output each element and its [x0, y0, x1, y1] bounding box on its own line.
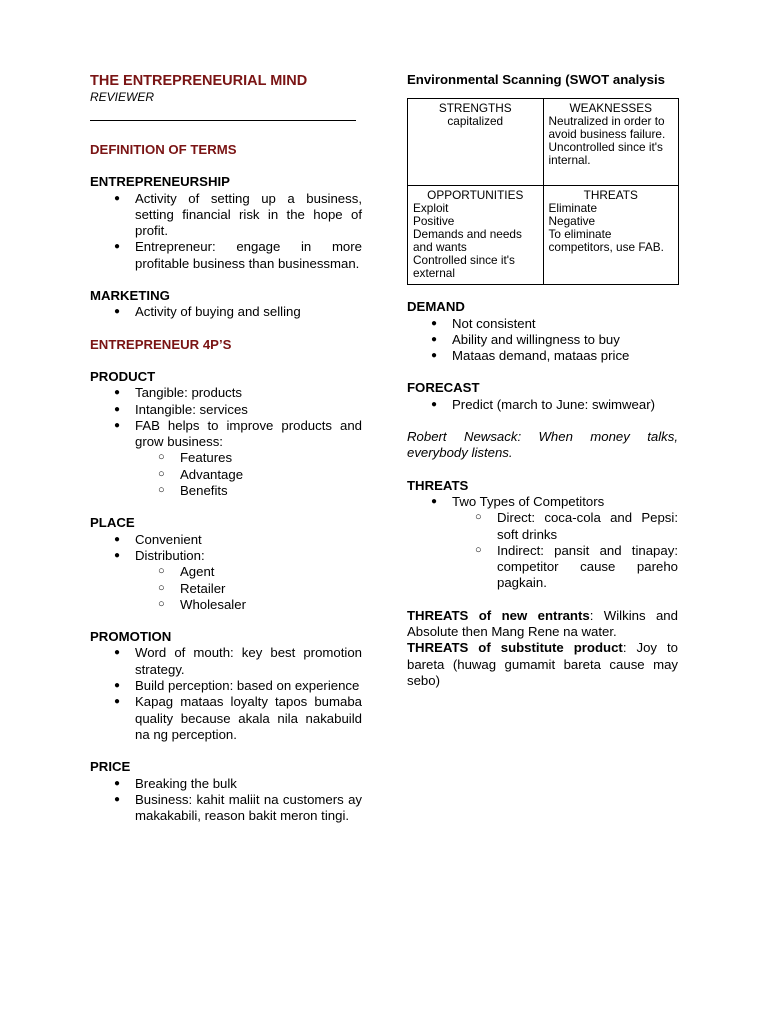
new-entrants-label: THREATS of new entrants [407, 607, 590, 623]
list-item: ● Breaking the bulk [114, 775, 237, 791]
document-title: THE ENTREPRENEURIAL MIND [90, 73, 308, 89]
distribution-sublist [135, 564, 362, 613]
substitute-text: : Joy to bareta (huwag gumamit bareta cause may sebo) [407, 640, 679, 688]
new-entrants-paragraph [407, 608, 678, 641]
weaknesses-title: WEAKNESSES [569, 101, 653, 116]
bullet-icon: ● [114, 192, 121, 204]
title-divider [90, 120, 356, 121]
promotion-list [90, 645, 362, 743]
circle-bullet-icon: ○ [158, 581, 165, 594]
marketing-heading: MARKETING [90, 288, 170, 304]
circle-bullet-icon: ○ [158, 565, 165, 578]
bullet-icon: ● [114, 241, 121, 253]
circle-bullet-icon: ○ [475, 511, 482, 524]
sub-list-item: ○ Indirect: pansit and tinapay: competitor cause pareho pagkain. [475, 542, 678, 591]
price-heading: PRICE [90, 759, 131, 775]
entrepreneurship-list [90, 191, 362, 272]
marketing-list [90, 304, 362, 320]
list-item: ● Intangible: services [114, 401, 248, 417]
substitute-paragraph [407, 640, 678, 689]
strengths-title: STRENGTHS [438, 101, 512, 116]
bullet-icon: ● [114, 387, 121, 399]
bullet-icon: ● [431, 350, 438, 362]
opportunities-text: Exploit Positive Demands and needs and wants Controlled since it's external [413, 201, 522, 280]
list-item: ● Activity of setting up a business, setting financial risk in the hope of profit. [114, 190, 362, 239]
bullet-icon: ● [431, 398, 438, 410]
list-item: ● Kapag mataas loyalty tapos bumaba quality because akala nila nakabuild na ng perception. [114, 694, 362, 742]
threats-title: THREATS [583, 188, 638, 203]
bullet-icon: ● [114, 793, 121, 805]
right-column [407, 72, 678, 689]
entrepreneur-4ps-heading: ENTREPRENEUR 4P’S [90, 336, 232, 352]
list-item: ● Mataas demand, mataas price [431, 348, 630, 364]
sub-list-item: ○ Retailer [158, 580, 226, 596]
quote: Robert Newsack: When money talks, everybody listens. [407, 429, 678, 461]
threats-list [407, 494, 678, 592]
list-item: ● Not consistent [431, 315, 536, 331]
competitors-sublist [452, 510, 678, 591]
sub-list-item: ○ Advantage [158, 466, 244, 482]
strengths-text: capitalized [447, 114, 504, 129]
bullet-icon: ● [431, 495, 438, 507]
list-item: ● Convenient [114, 531, 202, 547]
list-item: ● Activity of buying and selling [114, 304, 301, 320]
bullet-icon: ● [431, 333, 438, 345]
bullet-icon: ● [114, 306, 121, 318]
list-item: ● Distribution: ○ Agent ○ Retailer ○ Wholesaler [90, 548, 362, 613]
swot-table [407, 98, 679, 285]
left-column [90, 72, 362, 824]
definition-of-terms-heading: DEFINITION OF TERMS [90, 142, 237, 157]
list-item: ● Word of mouth: key best promotion strategy. [114, 645, 362, 677]
price-list [90, 776, 362, 825]
product-list [90, 385, 362, 499]
product-heading: PRODUCT [90, 368, 156, 384]
sub-list-item: ○ Wholesaler [158, 596, 246, 612]
list-item: ● Two Types of Competitors ○ Direct: coca-cola and Pepsi: soft drinks ○ Indirect: pansit and tinapay: competitor cause pareho pagkain. [431, 493, 678, 591]
bullet-icon: ● [114, 403, 121, 415]
list-item: ● Build perception: based on experience [114, 678, 360, 694]
bullet-icon: ● [114, 696, 121, 708]
forecast-list [407, 397, 678, 413]
threats-heading: THREATS [407, 477, 469, 493]
bullet-icon: ● [114, 647, 121, 659]
place-list [90, 532, 362, 613]
circle-bullet-icon: ○ [158, 467, 165, 480]
entrepreneurship-heading: ENTREPRENEURSHIP [90, 174, 230, 190]
bullet-icon: ● [114, 680, 121, 692]
circle-bullet-icon: ○ [475, 543, 482, 556]
sub-list-item: ○ Features [158, 450, 233, 466]
substitute-label: THREATS of substitute product [407, 640, 623, 656]
document-subtitle: REVIEWER [90, 90, 155, 104]
fab-sublist [135, 450, 362, 499]
bullet-icon: ● [431, 317, 438, 329]
bullet-icon: ● [114, 549, 121, 561]
threats-text: Eliminate Negative To eliminate competitors, use FAB. [548, 201, 664, 254]
opportunities-title: OPPORTUNITIES [427, 188, 524, 203]
list-item: ● Entrepreneur: engage in more profitable business than businessman. [114, 239, 362, 271]
circle-bullet-icon: ○ [158, 597, 165, 610]
swot-weaknesses-cell [543, 99, 679, 186]
list-item: ● Business: kahit maliit na customers ay makakabili, reason bakit meron tingi. [114, 791, 362, 824]
sub-list-item: ○ Benefits [158, 483, 228, 499]
bullet-icon: ● [114, 419, 121, 431]
promotion-heading: PROMOTION [90, 629, 172, 645]
sub-list-item: ○ Direct: coca-cola and Pepsi: soft drinks [475, 510, 678, 542]
list-item: ● Tangible: products [114, 385, 243, 401]
circle-bullet-icon: ○ [158, 451, 165, 464]
place-heading: PLACE [90, 515, 135, 531]
bullet-icon: ● [114, 777, 121, 789]
demand-list [407, 316, 678, 365]
swot-opportunities-cell [408, 186, 544, 285]
new-entrants-text: : Wilkins and Absolute then Mang Rene na water. [407, 607, 678, 640]
swot-heading: Environmental Scanning (SWOT analysis [407, 72, 665, 87]
swot-strengths-cell [408, 99, 544, 186]
weaknesses-text: Neutralized in order to avoid business failure. Uncontrolled since it's internal. [548, 114, 666, 167]
circle-bullet-icon: ○ [158, 484, 165, 497]
list-item: ● FAB helps to improve products and grow business: ○ Features ○ Advantage ○ Benefits [114, 417, 362, 499]
list-item: ● Ability and willingness to buy [431, 331, 620, 347]
bullet-icon: ● [114, 533, 121, 545]
forecast-heading: FORECAST [407, 380, 480, 396]
demand-heading: DEMAND [407, 299, 465, 315]
swot-threats-cell [543, 186, 679, 285]
list-item: ● Predict (march to June: swimwear) [431, 396, 655, 412]
sub-list-item: ○ Agent [158, 564, 215, 580]
